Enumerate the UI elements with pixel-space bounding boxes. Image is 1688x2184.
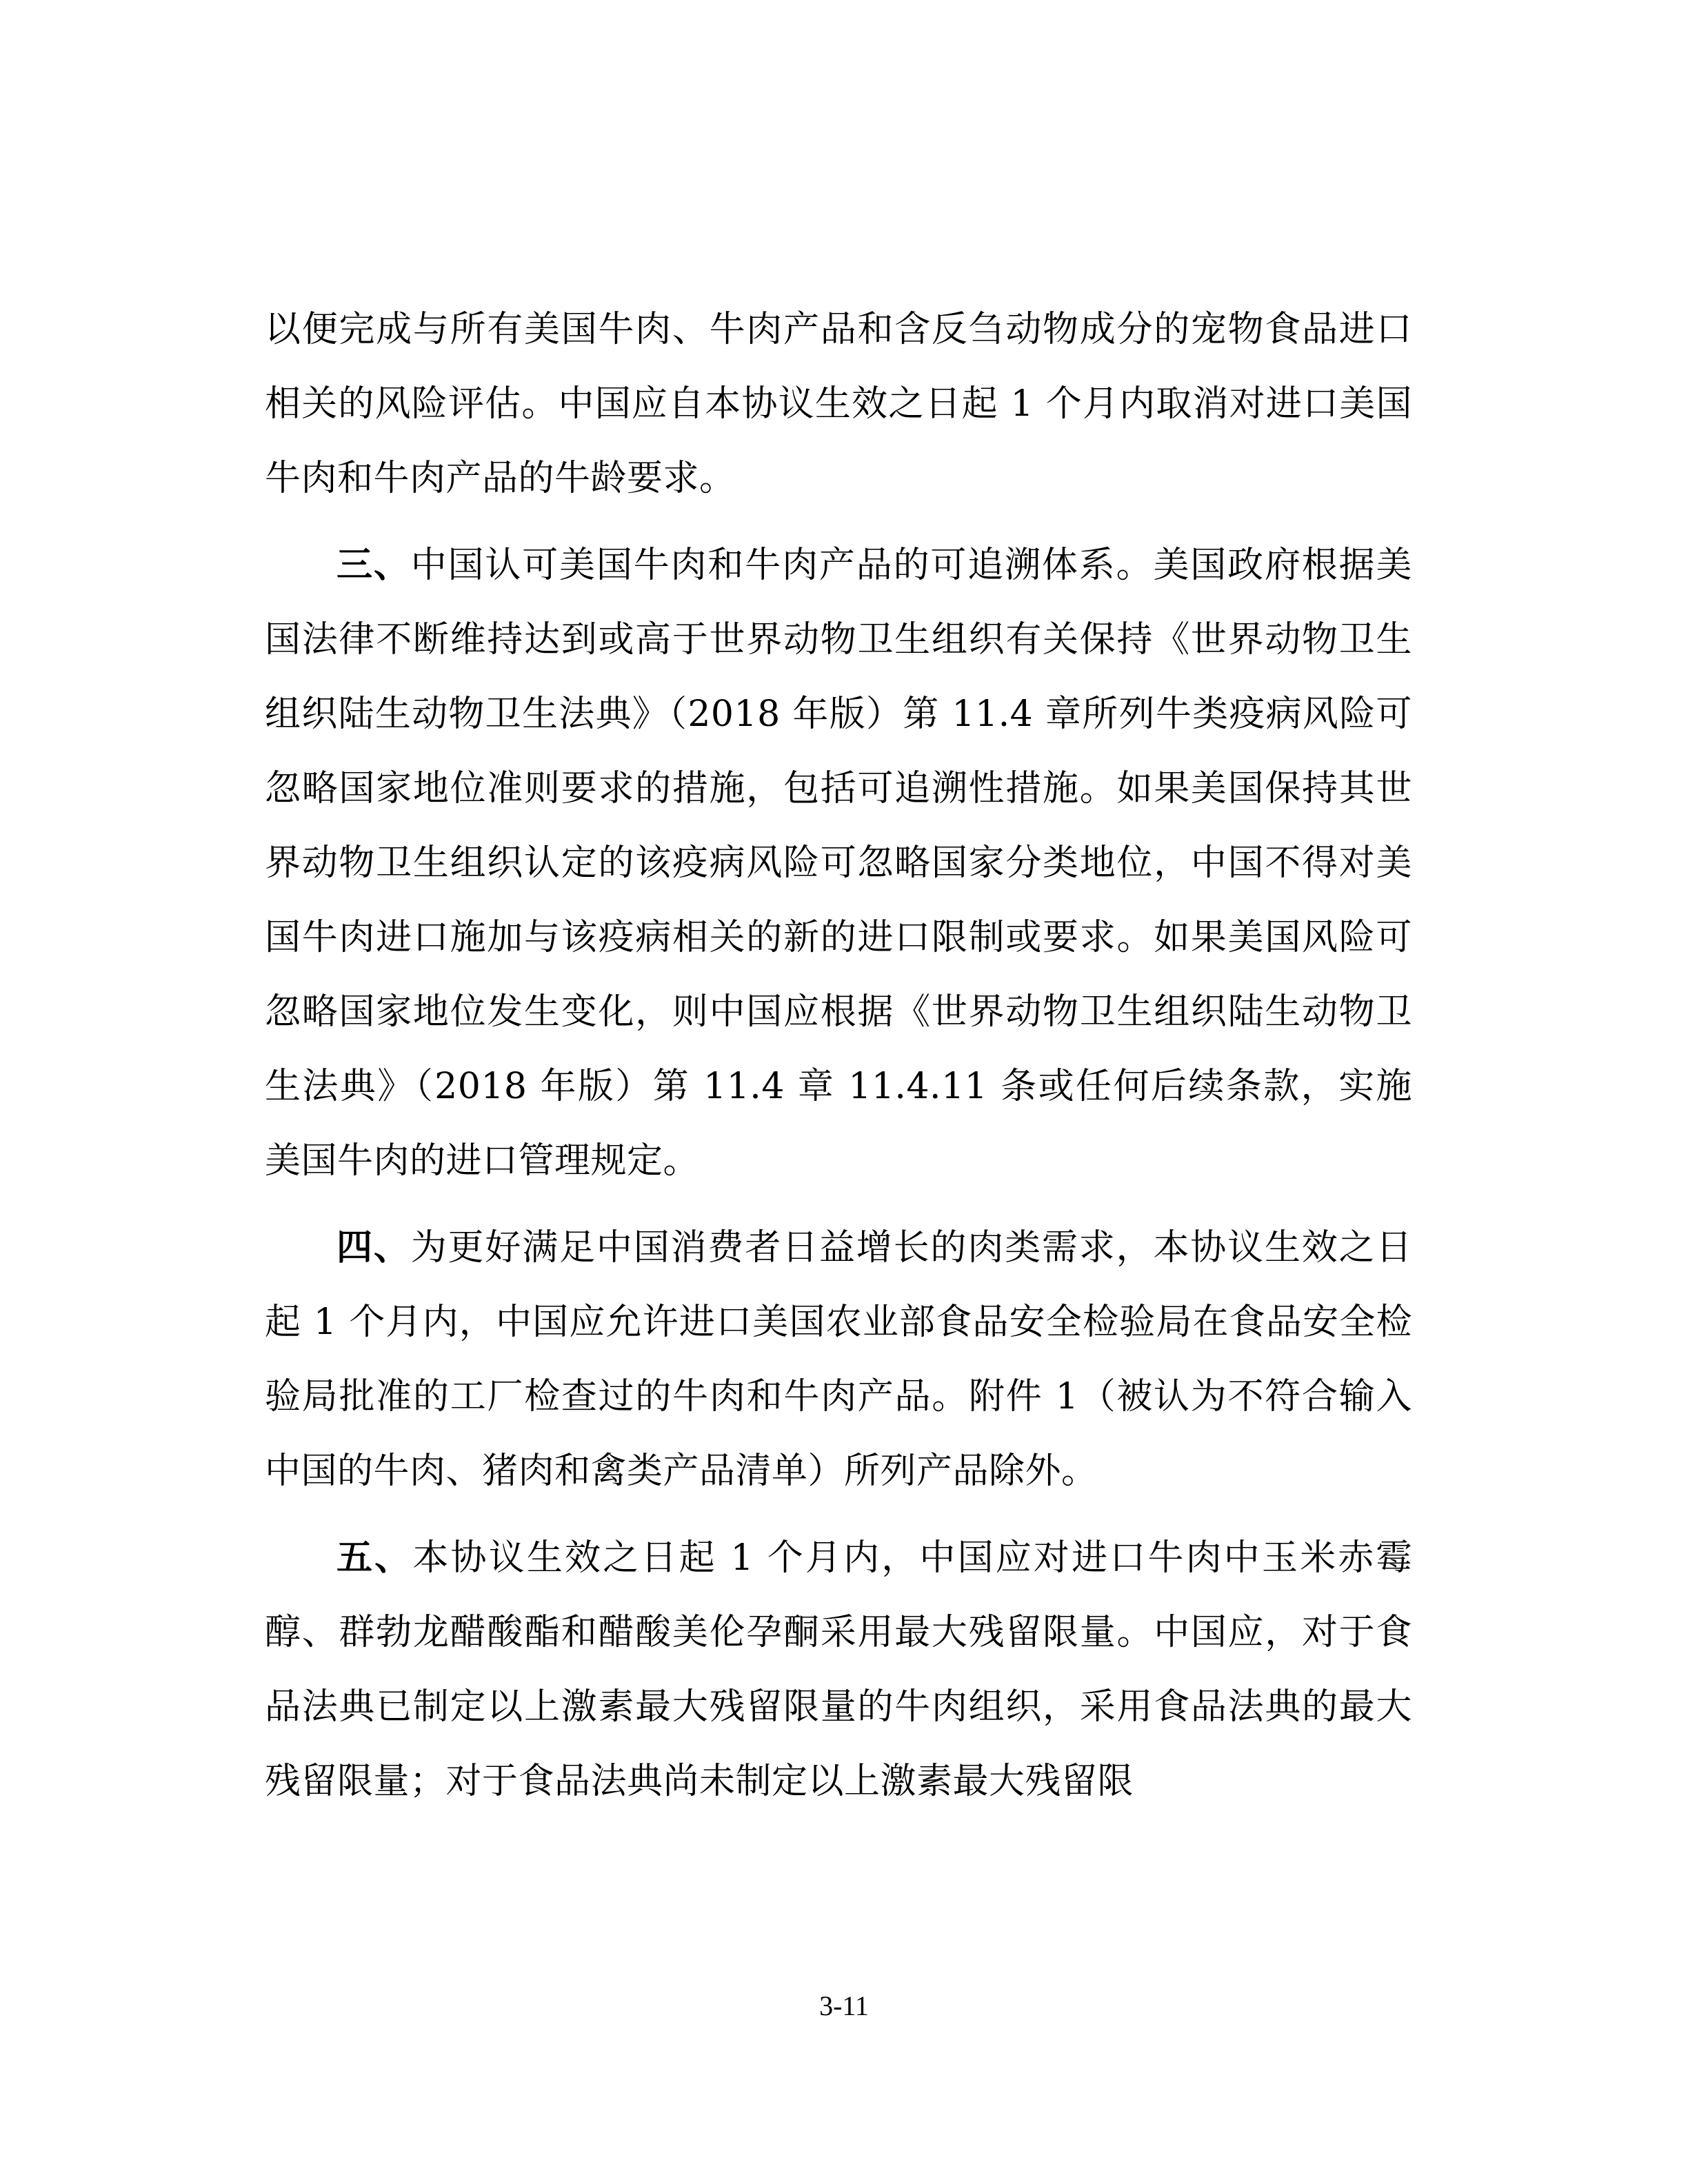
paragraph-text: 为更好满足中国消费者日益增长的肉类需求，本协议生效之日起 1 个月内，中国应允许进口美国农业部食品安全检验局在食品安全检验局批准的工厂检查过的牛肉和牛肉产品。附件 1（被认为不符合输入中国的牛肉、猪肉和禽类产品清单）所列产品除外。 [265, 1227, 1412, 1492]
page-number: 3-11 [819, 1990, 869, 2021]
paragraph-text: 中国认可美国牛肉和牛肉产品的可追溯体系。美国政府根据美国法律不断维持达到或高于世界动物卫生组织有关保持《世界动物卫生组织陆生动物卫生法典》（2018 年版）第 11.4 章所列牛类疫病风险可忽略国家地位准则要求的措施，包括可追溯性措施。如果美国保持其世界动物卫生组织认定的该疫病风险可忽略国家分类地位，中国不得对美国牛肉进口施加与该疫病相关的新的进口限制或要求。如果美国风险可忽略国家地位发生变化，则中国应根据《世界动物卫生组织陆生动物卫生法典》（2018 年版）第 11.4 章 11.4.11 条或任何后续条款，实施美国牛肉的进口管理规定。 [265, 545, 1412, 1182]
paragraph-section-3 [265, 528, 1412, 1198]
section-number: 三、 [336, 544, 411, 586]
paragraph-continuation [265, 292, 1412, 516]
paragraph-text: 本协议生效之日起 1 个月内，中国应对进口牛肉中玉米赤霉醇、群勃龙醋酸酯和醋酸美伦孕酮采用最大残留限量。中国应，对于食品法典已制定以上激素最大残留限量的牛肉组织，采用食品法典的最大残留限量；对于食品法典尚未制定以上激素最大残留限 [265, 1537, 1412, 1802]
paragraph-text: 以便完成与所有美国牛肉、牛肉产品和含反刍动物成分的宠物食品进口相关的风险评估。中国应自本协议生效之日起 1 个月内取消对进口美国牛肉和牛肉产品的牛龄要求。 [265, 309, 1412, 499]
paragraph-section-4 [265, 1211, 1412, 1508]
document-body [265, 292, 1412, 1819]
section-number: 四、 [336, 1226, 411, 1268]
section-number: 五、 [336, 1537, 413, 1579]
paragraph-section-5 [265, 1521, 1412, 1819]
